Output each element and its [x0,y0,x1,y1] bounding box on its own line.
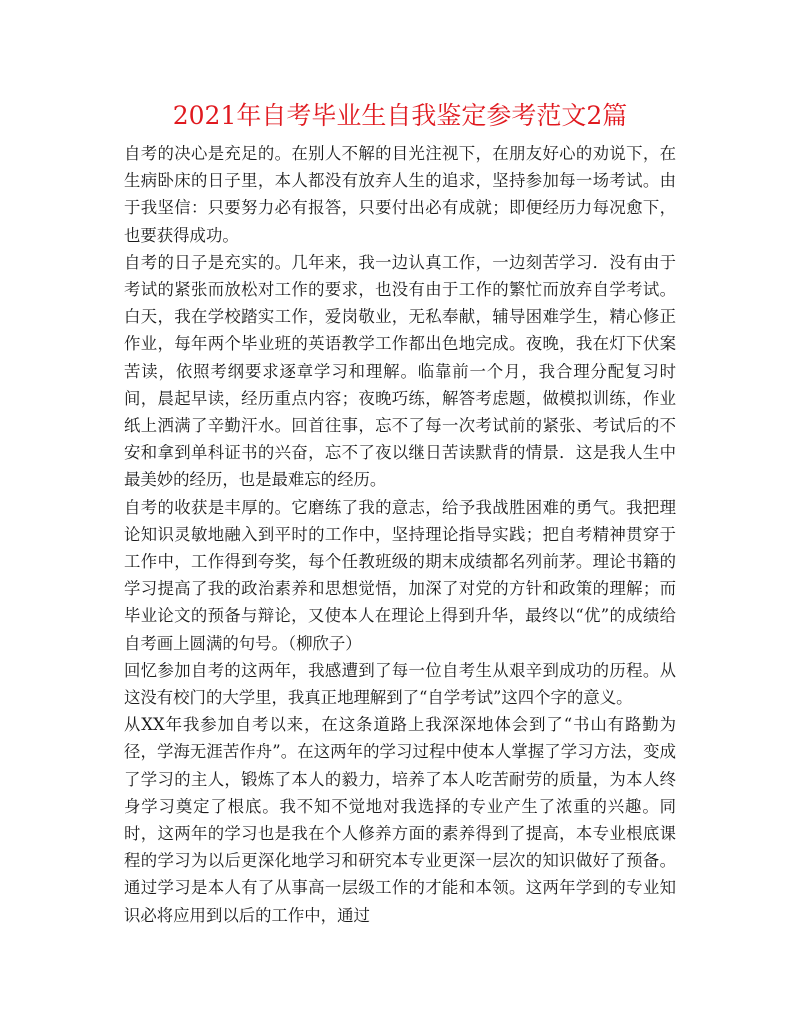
paragraph-determination: 自考的决心是充足的。在别人不解的目光注视下，在朋友好心的劝说下，在生病卧床的日子里，本人都没有放弃人生的追求，坚持参加每一场考试。由于我坚信：只要努力必有报答，只要付出必有成就；即便经历力每况愈下，也要获得成功。 [124,144,676,245]
document-title: 2021年自考毕业生自我鉴定参考范文2篇 [172,101,628,130]
paragraph-study-experience: 从XX年我参加自考以来，在这条道路上我深深地体会到了“书山有路勤为径，学海无涯苦作舟”。在这两年的学习过程中使本人掌握了学习方法，变成了学习的主人，锻炼了本人的毅力，培养了本人吃苦耐劳的质量，为本人终身学习奠定了根底。我不知不觉地对我选择的专业产生了浓重的兴趣。同时，这两年的学习也是我在个人修养方面的素养得到了提高，本专业根底课程的学习为以后更深化地学习和研究本专业更深一层次的知识做好了预备。通过学习是本人有了从事高一层级工作的才能和本领。这两年学到的专业知识必将应用到以后的工作中，通过 [124,715,676,925]
paragraph-harvest: 自考的收获是丰厚的。它磨练了我的意志，给予我战胜困难的勇气。我把理论知识灵敏地融入到平时的工作中，坚持理论指导实践；把自考精神贯穿于工作中，工作得到夸奖，每个任教班级的期末成绩都名列前茅。理论书籍的学习提高了我的政治素养和思想觉悟，加深了对党的方针和政策的理解；而毕业论文的预备与辩论，又使本人在理论上得到升华，最终以“优”的成绩给自考画上圆满的句号。（柳欣子） [124,497,676,653]
document-body [124,140,676,929]
paragraph-fulfilling-days: 自考的日子是充实的。几年来，我一边认真工作，一边刻苦学习．没有由于考试的紧张而放松对工作的要求，也没有由于工作的繁忙而放弃自学考试。白天，我在学校踏实工作，爱岗敬业，无私奉献，辅导困难学生，精心修正作业，每年两个毕业班的英语教学工作都出色地完成。夜晚，我在灯下伏案苦读，依照考纲要求逐章学习和理解。临靠前一个月，我合理分配复习时间，晨起早读，经历重点内容；夜晚巧练，解答考虑题，做模拟训练，作业纸上洒满了辛勤汗水。回首往事，忘不了每一次考试前的紧张、考试后的不安和拿到单科证书的兴奋，忘不了夜以继日苦读默背的情景．这是我人生中最美妙的经历，也是最难忘的经历。 [124,252,676,490]
paragraph-recollection: 回忆参加自考的这两年，我感遭到了每一位自考生从艰辛到成功的历程。从这没有校门的大学里，我真正地理解到了“自学考试”这四个字的意义。 [124,660,676,708]
